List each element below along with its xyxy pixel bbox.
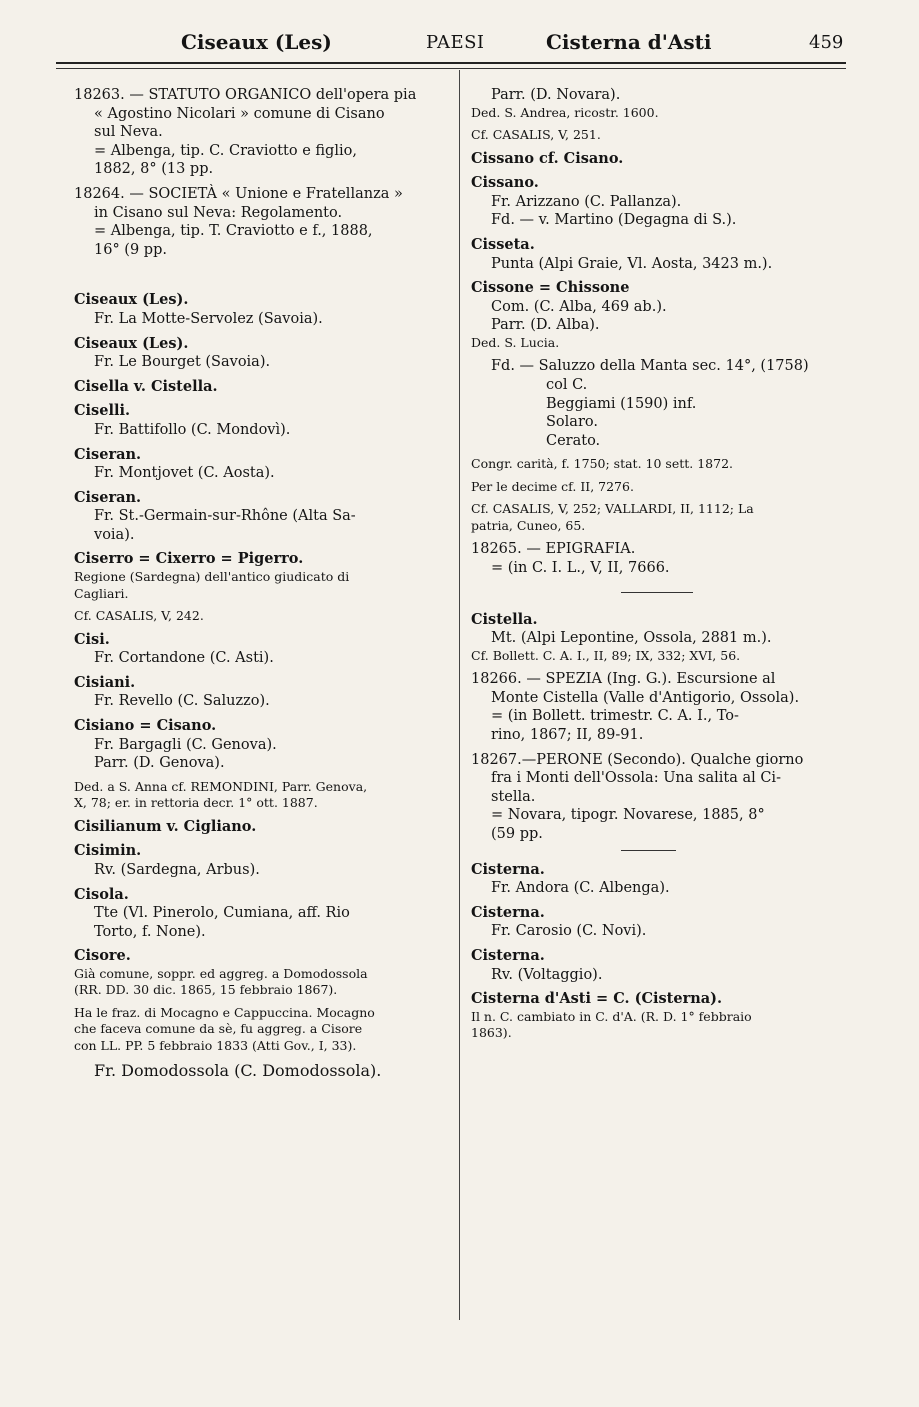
entry-line: Regione (Sardegna) dell'antico giudicato di: [74, 569, 350, 585]
entry-line: Ciseaux (Les).: [74, 291, 189, 309]
spacer: [74, 265, 450, 291]
entry-block: [471, 861, 849, 898]
entry-line: Monte Cistella (Valle d'Antigorio, Ossola).: [491, 689, 800, 706]
entry-line: Cisseta.: [471, 235, 535, 253]
entry-line: patria, Cuneo, 65.: [471, 517, 586, 533]
entry-line: Parr. (D. Alba).: [491, 317, 600, 334]
entry-line: 18264. — SOCIETÀ « Unione e Fratellanza »: [74, 185, 403, 202]
entry-line: con LL. PP. 5 febbraio 1833 (Atti Gov., I, 33).: [74, 1037, 357, 1053]
entry-line: Fr. Andora (C. Albenga).: [491, 880, 670, 897]
entry-line: Cisimin.: [74, 842, 142, 860]
entry-line: Cf. CASALIS, V, 251.: [471, 127, 601, 143]
entry-line: in Cisano sul Neva: Regolamento.: [94, 204, 343, 221]
entry-block: [74, 947, 450, 999]
entry-line: col C.: [546, 377, 588, 394]
entry-block: [471, 751, 849, 844]
entry-line: Cisilianum v. Cigliano.: [74, 817, 257, 835]
entry-line: Fr. Carosio (C. Novi).: [491, 923, 647, 940]
entry-line: Cerato.: [546, 432, 601, 449]
entry-line: Fr. Montjovet (C. Aosta).: [94, 465, 275, 482]
section-separator: [621, 850, 676, 851]
entry-line: Rv. (Voltaggio).: [491, 966, 603, 983]
entry-block: [74, 1005, 450, 1055]
entry-line: Cisiano = Cisano.: [74, 716, 217, 734]
entry-block: [74, 550, 450, 602]
entry-line: sul Neva.: [94, 124, 163, 141]
left-column: [74, 86, 450, 1087]
entry-line: Com. (C. Alba, 469 ab.).: [491, 298, 667, 315]
entry-line: Beggiami (1590) inf.: [546, 395, 697, 412]
header-right-title: Cisterna d'Asti: [546, 30, 712, 54]
entry-line: Fr. La Motte-Servolez (Savoia).: [94, 310, 323, 327]
entry-line: Cissone = Chissone: [471, 279, 630, 297]
entry-line: Fr. St.-Germain-sur-Rhône (Alta Sa-: [94, 508, 356, 525]
entry-block: [74, 608, 450, 625]
entry-line: Fr. Cortandone (C. Asti).: [94, 650, 274, 667]
entry-block: [74, 631, 450, 668]
entry-line: 18267.—PERONE (Secondo). Qualche giorno: [471, 751, 804, 768]
entry-block: [74, 378, 450, 397]
entry-line: Cf. CASALIS, V, 252; VALLARDI, II, 1112; La: [471, 501, 754, 517]
entry-block: [471, 479, 849, 496]
entry-line: = (in C. I. L., V, II, 7666.: [491, 560, 670, 576]
entry-block: [74, 402, 450, 439]
entry-block: [74, 674, 450, 711]
entry-block: [74, 842, 450, 879]
entry-line: Ciselli.: [74, 402, 131, 420]
right-column: [471, 86, 849, 1048]
entry-line: Fr. Le Bourget (Savoia).: [94, 354, 271, 371]
entry-block: [471, 947, 849, 984]
entry-line: X, 78; er. in rettoria decr. 1° ott. 1887.: [74, 795, 318, 811]
column-divider: [459, 70, 460, 1320]
entry-block: [471, 86, 849, 121]
entry-line: Fr. Revello (C. Saluzzo).: [94, 693, 270, 710]
entry-line: Mt. (Alpi Lepontine, Ossola, 2881 m.).: [491, 630, 772, 647]
entry-line: Cisiani.: [74, 673, 136, 691]
entry-block: [74, 818, 450, 837]
entry-line: Cisterna.: [471, 860, 545, 878]
entry-line: Fr. Domodossola (C. Domodossola).: [94, 1061, 382, 1081]
entry-block: [74, 185, 450, 259]
entry-line: stella.: [491, 788, 536, 805]
entry-line: Ciseaux (Les).: [74, 334, 189, 352]
entry-line: Ciserro = Cixerro = Pigerro.: [74, 550, 304, 568]
entry-line: che faceva comune da sè, fu aggreg. a Cisore: [74, 1021, 363, 1037]
entry-line: fra i Monti dell'Ossola: Una salita al Ci-: [491, 770, 781, 787]
entry-block: [471, 611, 849, 665]
entry-line: Ha le fraz. di Mocagno e Cappuccina. Mocagno: [74, 1004, 375, 1020]
entry-line: Il n. C. cambiato in C. d'A. (R. D. 1° febbraio: [471, 1008, 752, 1024]
entry-block: [471, 357, 849, 450]
entry-line: Cf. CASALIS, V, 242.: [74, 608, 204, 624]
entry-line: Ded. S. Lucia.: [471, 334, 560, 350]
entry-line: Cisore.: [74, 947, 131, 965]
entry-line: Torto, f. None).: [94, 923, 206, 940]
entry-line: Fd. — v. Martino (Degagna di S.).: [491, 212, 737, 229]
entry-line: Fr. Arizzano (C. Pallanza).: [491, 193, 682, 210]
entry-line: Rv. (Sardegna, Arbus).: [94, 861, 260, 878]
entry-line: 18263. — STATUTO ORGANICO dell'opera pia: [74, 87, 417, 103]
entry-line: (RR. DD. 30 dic. 1865, 15 febbraio 1867).: [74, 982, 338, 998]
entry-line: Cisterna.: [471, 903, 545, 921]
entry-block: [471, 540, 849, 577]
entry-line: Parr. (D. Genova).: [94, 755, 225, 772]
entry-line: = (in Bollett. trimestr. C. A. I., To-: [491, 708, 739, 725]
entry-block: [471, 127, 849, 144]
entry-line: Ded. S. Andrea, ricostr. 1600.: [471, 104, 659, 120]
entry-line: rino, 1867; II, 89-91.: [491, 727, 644, 744]
entry-line: Cf. Bollett. C. A. I., II, 89; IX, 332; XVI, 56.: [471, 647, 741, 663]
entry-line: (59 pp.: [491, 826, 543, 843]
entry-line: 1863).: [471, 1025, 512, 1041]
entry-line: Cisella v. Cistella.: [74, 377, 218, 395]
entry-block: [471, 456, 849, 473]
entry-block: [74, 717, 450, 773]
entry-block: [471, 670, 849, 744]
page-header: [56, 28, 846, 60]
entry-line: 1882, 8° (13 pp.: [94, 161, 214, 178]
entry-line: Fr. Bargagli (C. Genova).: [94, 736, 277, 753]
header-rule-thin: [56, 68, 846, 69]
entry-line: Tte (Vl. Pinerolo, Cumiana, aff. Rio: [94, 905, 350, 922]
header-rule-thick: [56, 62, 846, 64]
entry-line: Già comune, soppr. ed aggreg. a Domodossola: [74, 965, 368, 981]
entry-block: [471, 150, 849, 169]
entry-line: Fr. Battifollo (C. Mondovì).: [94, 421, 291, 438]
entry-line: Parr. (D. Novara).: [491, 87, 621, 103]
entry-line: Cisterna.: [471, 947, 545, 964]
entry-line: Cissano.: [471, 174, 539, 192]
entry-block: [74, 886, 450, 942]
entry-line: Cisi.: [74, 630, 110, 648]
header-left-title: Ciseaux (Les): [181, 30, 332, 54]
entry-line: Punta (Alpi Graie, Vl. Aosta, 3423 m.).: [491, 255, 773, 272]
entry-line: Ciseran.: [74, 488, 142, 506]
entry-block: [471, 174, 849, 230]
entry-line: = Novara, tipogr. Novarese, 1885, 8°: [491, 807, 765, 824]
header-center-title: PAESI: [426, 32, 485, 53]
entry-line: = Albenga, tip. T. Craviotto e f., 1888,: [94, 223, 373, 240]
entry-line: « Agostino Nicolari » comune di Cisano: [94, 105, 385, 122]
entry-line: Per le decime cf. II, 7276.: [471, 478, 634, 494]
entry-block: [471, 501, 849, 534]
entry-line: Fd. — Saluzzo della Manta sec. 14°, (1758): [491, 358, 809, 375]
entry-line: = Albenga, tip. C. Craviotto e figlio,: [94, 142, 357, 159]
entry-block: [74, 779, 450, 812]
entry-line: Cisterna d'Asti = C. (Cisterna).: [471, 990, 723, 1008]
entry-line: voia).: [94, 526, 135, 543]
entry-line: 16° (9 pp.: [94, 241, 167, 258]
page-number: 459: [809, 32, 844, 53]
entry-line: Cistella.: [471, 610, 538, 628]
entry-block: [74, 335, 450, 372]
entry-line: Ciseran.: [74, 445, 142, 463]
entry-block: [471, 904, 849, 941]
entry-line: Cagliari.: [74, 585, 129, 601]
section-separator: [621, 592, 693, 593]
entry-line: Congr. carità, f. 1750; stat. 10 sett. 1872.: [471, 456, 733, 472]
entry-block: [74, 446, 450, 483]
entry-block: [74, 1060, 450, 1081]
entry-line: 18265. — EPIGRAFIA.: [471, 541, 636, 558]
entry-line: 18266. — SPEZIA (Ing. G.). Escursione al: [471, 671, 776, 688]
entry-line: Cisola.: [74, 885, 129, 903]
entry-block: [74, 291, 450, 328]
entry-block: [471, 990, 849, 1042]
entry-line: Cissano cf. Cisano.: [471, 149, 624, 167]
entry-line: Solaro.: [546, 414, 598, 431]
entry-block: [74, 489, 450, 545]
entry-line: Ded. a S. Anna cf. REMONDINI, Parr. Genova,: [74, 778, 368, 794]
entry-block: [471, 279, 849, 351]
entry-block: [74, 86, 450, 179]
entry-block: [471, 236, 849, 273]
